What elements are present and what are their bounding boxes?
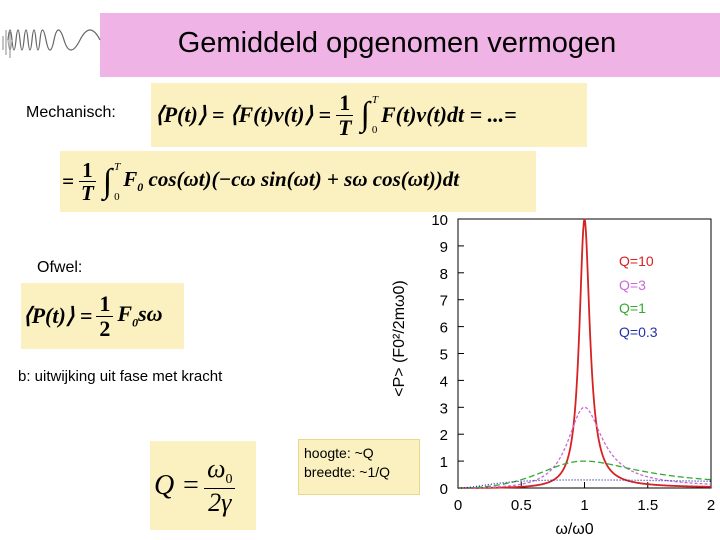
y-tick-label: 1 <box>439 454 448 472</box>
y-tick-label: 6 <box>439 319 448 337</box>
annotation-height: hoogte: ~Q <box>304 445 374 461</box>
slide-title: Gemiddeld opgenomen vermogen <box>177 27 617 59</box>
legend-q10: Q=10 <box>619 253 654 269</box>
y-axis-label: <P> (F0²/2mω0) <box>391 280 408 397</box>
y-tick-label: 8 <box>439 265 448 283</box>
plot-frame <box>458 219 711 488</box>
equation-power-integral: = $\frac{1}{T}$ ∫ T 0 $F_0$ cos(ωt)(−cω sin(ωt) + sω cos(ωt))dt <box>60 151 536 212</box>
legend-q1: Q=1 <box>619 300 646 316</box>
label-ofwel: Ofwel: <box>37 259 83 276</box>
y-tick-label: 9 <box>439 238 448 256</box>
y-tick-label: 4 <box>439 373 448 391</box>
y-tick-label: 7 <box>439 292 448 310</box>
annotation-width: breedte: ~1/Q <box>304 464 391 480</box>
y-tick-label: 0 <box>439 481 448 498</box>
equation-power-average: ⟨P(t)⟩ = ⟨F(t)v(t)⟩ = $\frac{1}{T}$ ∫ T 0 F(t)v(t)dt = ...= <box>151 83 587 147</box>
x-tick-label: 0 <box>453 497 463 514</box>
y-tick-label: 2 <box>439 427 448 445</box>
series-line-q10 <box>458 219 711 488</box>
label-mechanisch: Mechanisch: <box>26 104 116 121</box>
label-b-note: b: uitwijking uit fase met kracht <box>18 368 223 385</box>
legend-q03: Q=0.3 <box>619 323 658 340</box>
equation-quality-factor: Q = $\frac{\omega_0}{2\gamma}$ <box>150 441 256 530</box>
y-tick-label: 5 <box>439 346 448 364</box>
chart-legend <box>619 250 658 344</box>
equation-power-result: ⟨P(t)⟩ = $\frac{1}{2}$ $F_0s\omega$ <box>21 283 184 349</box>
legend-q3: Q=3 <box>619 276 646 293</box>
x-tick-label: 1 <box>580 497 589 514</box>
x-tick-label: 0.5 <box>510 497 532 514</box>
x-tick-label: 1.5 <box>637 497 659 514</box>
x-tick-label: 2 <box>706 497 716 514</box>
y-tick-label: 10 <box>431 212 448 229</box>
y-tick-label: 3 <box>439 400 448 418</box>
x-axis-label: ω/ω0 <box>555 521 594 538</box>
